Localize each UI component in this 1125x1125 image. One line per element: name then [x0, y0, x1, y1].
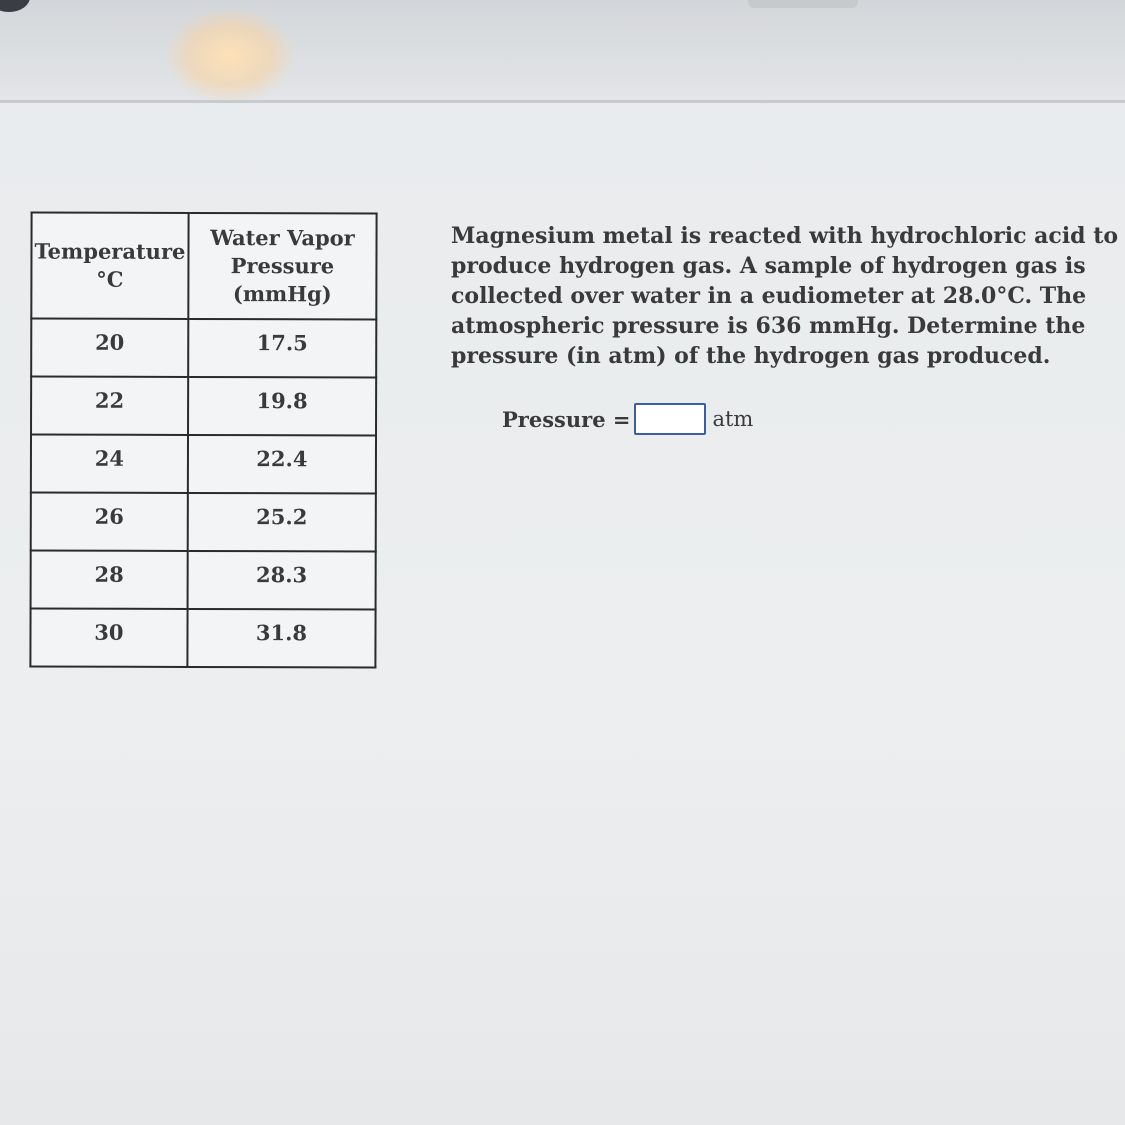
table-row	[31, 551, 376, 610]
pressure-input[interactable]	[634, 403, 706, 435]
table-row	[30, 609, 375, 668]
table-row	[31, 319, 376, 378]
temperature-cell: 30	[30, 609, 187, 667]
table-header-row	[31, 213, 376, 320]
table-row	[31, 493, 376, 552]
table-row	[31, 377, 376, 436]
answer-row	[502, 400, 753, 438]
temperature-cell: 20	[31, 319, 188, 377]
temperature-cell: 22	[31, 377, 188, 435]
table-row	[31, 435, 376, 494]
temperature-cell: 28	[31, 551, 188, 609]
temperature-cell: 24	[31, 435, 188, 493]
unit-label: atm	[712, 407, 754, 431]
temperature-header: Temperature °C	[31, 213, 188, 319]
vapor-pressure-table	[29, 212, 377, 669]
pressure-cell: 28.3	[187, 551, 375, 609]
top-bar-button[interactable]	[748, 0, 858, 8]
pressure-cell: 31.8	[187, 609, 375, 667]
pressure-cell: 19.8	[188, 377, 376, 435]
pressure-cell: 25.2	[188, 493, 376, 551]
temperature-cell: 26	[31, 493, 188, 551]
screen-glare	[165, 8, 295, 103]
logo-icon	[0, 0, 30, 12]
question-text: Magnesium metal is reacted with hydrochloric acid to produce hydrogen gas. A sample of hydrogen gas is collected over water in a eudiometer at 28.0°C. The atmospheric pressure is 636 mmHg. Determine the pressure (in atm) of the hydrogen gas produced.	[451, 223, 1119, 369]
pressure-cell: 17.5	[188, 319, 376, 377]
pressure-label: Pressure =	[502, 406, 631, 432]
vapor-pressure-header: Water Vapor Pressure (mmHg)	[188, 213, 376, 319]
pressure-cell: 22.4	[188, 435, 376, 493]
